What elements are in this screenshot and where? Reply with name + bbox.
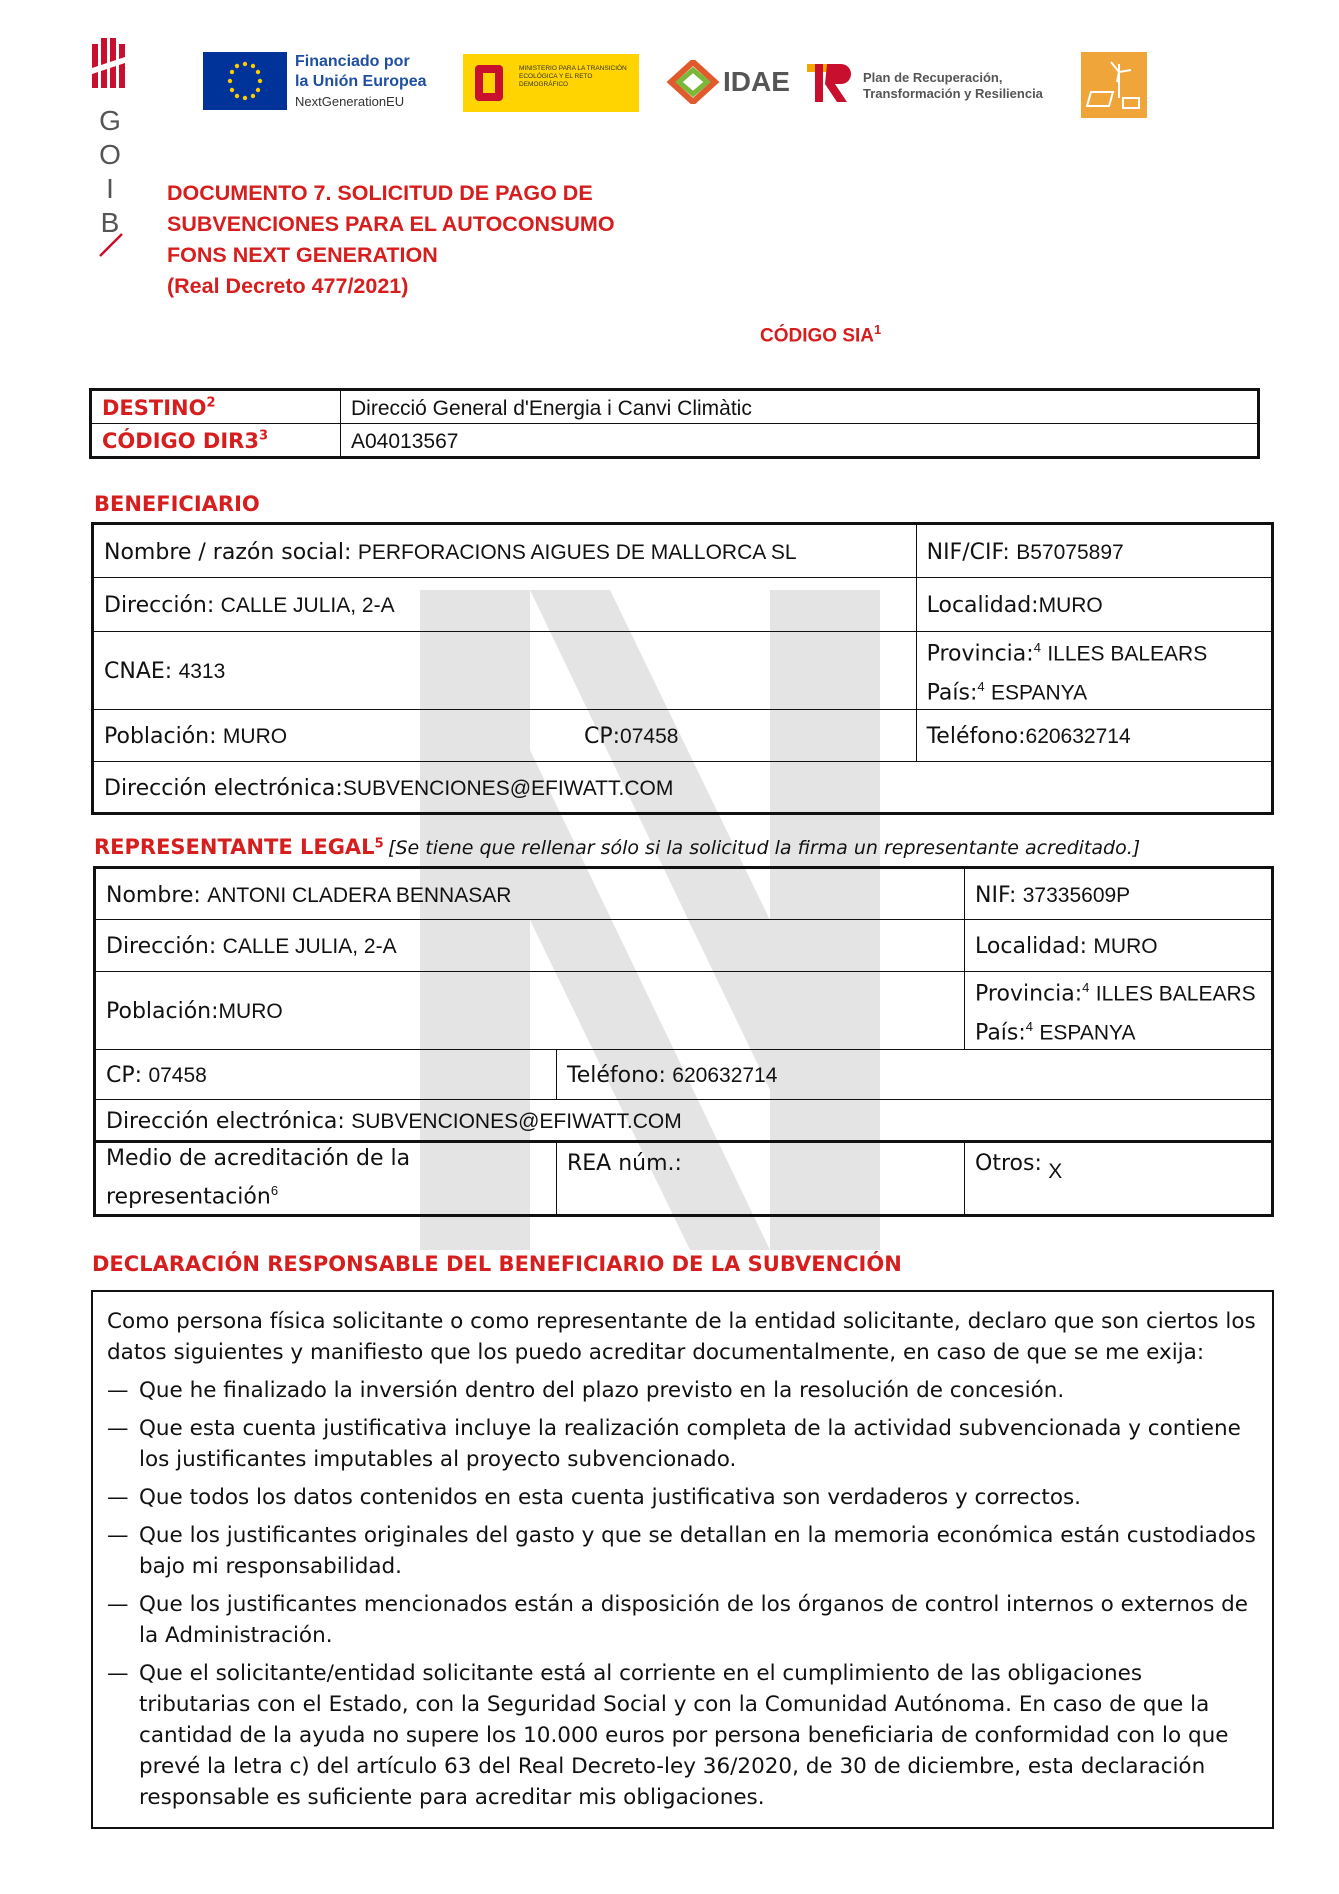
prtr-logo-line2: Transformación y Resiliencia (863, 86, 1043, 101)
beneficiario-cnae-value: 4313 (178, 660, 226, 684)
representante-medio-cell: Medio de acreditación de la representación$^6$ (95, 1142, 557, 1216)
declaracion-item: — Que he finalizado la inversión dentro del plazo previsto en la resolución de concesión. (107, 1378, 1065, 1403)
beneficiario-poblacion-value: MURO (222, 725, 288, 749)
representante-cp-value: 07458 (148, 1064, 207, 1088)
representante-poblacion-value: MURO (218, 1000, 283, 1024)
beneficiario-poblacion-cell: Población: MURO (93, 710, 575, 762)
beneficiario-pais-value: ESPANYA (990, 681, 1088, 705)
beneficiario-nif-cell: NIF/CIF: B57075897 (916, 524, 1272, 578)
representante-direccion-cell: Dirección: CALLE JULIA, 2-A (95, 920, 965, 972)
eu-logo (203, 52, 443, 112)
representante-nombre-value: ANTONI CLADERA BENNASAR (207, 883, 512, 907)
beneficiario-localidad-cell: Localidad:MURO (916, 578, 1272, 632)
representante-otros-value: X (1048, 1160, 1063, 1184)
beneficiario-nombre-value: PERFORACIONS AIGUES DE MALLORCA SL (357, 540, 797, 564)
beneficiario-telefono-value: 620632714 (1025, 725, 1131, 749)
spain-crest-icon (471, 61, 507, 105)
representante-email-value: SUBVENCIONES@EFIWATT.COM (351, 1109, 682, 1133)
beneficiario-cp-value: 07458 (620, 725, 679, 749)
representante-telefono-cell: Teléfono: 620632714 (557, 1050, 1273, 1100)
beneficiario-provincia-cell: Provincia:$^4$ ILLES BALEARS País:$^4$ ESPANYA (916, 632, 1272, 710)
prtr-mark-icon (805, 58, 855, 106)
beneficiario-email-value: SUBVENCIONES@EFIWATT.COM (342, 776, 674, 800)
declaracion-item: — Que los justificantes originales del gasto y que se detallan en la memoria económica están custodiados bajo mi responsabilidad. (107, 1523, 1256, 1579)
beneficiario-telefono-cell: Teléfono:620632714 (916, 710, 1272, 762)
declaracion-item: — Que esta cuenta justificativa incluye la realización completa de la actividad subvencionada y contiene los justificantes imputables al proyecto subvencionado. (107, 1416, 1241, 1472)
declaracion-box (91, 1290, 1274, 1829)
declaracion-section-title: DECLARACIÓN RESPONSABLE DEL BENEFICIARIO DE LA SUBVENCIÓN (92, 1252, 902, 1276)
document-title: DOCUMENTO 7. SOLICITUD DE PAGO DE SUBVENCIONES PARA EL AUTOCONSUMO FONS NEXT GENERATION (Real Decreto 477/2021) (167, 181, 615, 298)
destino-label: DESTINO$^2$ (91, 390, 341, 424)
representante-direccion-value: CALLE JULIA, 2-A (222, 935, 397, 958)
declaracion-item: — Que todos los datos contenidos en esta cuenta justificativa son verdaderos y correctos. (107, 1485, 1082, 1510)
destino-table (89, 388, 1260, 459)
dir3-label: CÓDIGO $DIR3^3$ (91, 424, 341, 458)
destino-value: Direcció General d'Energia i Canvi Climàtic (341, 390, 1259, 424)
declaracion-intro: Como persona física solicitante o como representante de la entidad solicitante, declaro que son ciertos los datos siguientes y manifiesto que los puedo acreditar documentalmente, en caso de que se me exija: (107, 1309, 1256, 1365)
eu-logo-line3: NextGenerationEU (295, 94, 405, 109)
goib-wordmark: G O I B (99, 105, 121, 238)
idae-logo (665, 58, 790, 110)
renewable-energy-icon (1081, 52, 1147, 118)
prtr-logo (805, 58, 1065, 108)
representante-rea-cell: REA núm.: (557, 1142, 965, 1216)
representante-cp-cell: CP: 07458 (95, 1050, 557, 1100)
eu-logo-line2: la Unión Europea (295, 73, 427, 90)
representante-section-title: REPRESENTANTE LEGAL$^5$ [Se tiene que rellenar sólo si la solicitud la firma un representante acreditado.] (94, 835, 1141, 859)
prtr-logo-line1: Plan de Recuperación, (863, 70, 1003, 85)
representante-nombre-cell: Nombre: ANTONI CLADERA BENNASAR (95, 868, 965, 920)
representante-email-cell: Dirección electrónica: SUBVENCIONES@EFIWATT.COM (95, 1100, 1273, 1142)
declaracion-item: — Que el solicitante/entidad solicitante está al corriente en el cumplimiento de las obligaciones tributarias con el Estado, con la Seguridad Social y con la Comunidad Autónoma. En caso de que la cantidad de la ayuda no supere los 10.000 euros por persona beneficiaria de conformidad con lo que prevé la letra c) del artículo 63 del Real Decreto-ley 36/2020, de 30 de diciembre, esta declaración responsable es suficiente para acreditar mis obligaciones. (107, 1661, 1229, 1810)
beneficiario-nombre-cell: Nombre / razón social: PERFORACIONS AIGUES DE MALLORCA SL (93, 524, 917, 578)
beneficiario-direccion-cell: Dirección: CALLE JULIA, 2-A (93, 578, 917, 632)
ministry-logo (463, 54, 639, 112)
goib-slash-icon (98, 232, 124, 258)
representante-nif-cell: NIF: 37335609P (965, 868, 1273, 920)
beneficiario-nif-value: B57075897 (1016, 540, 1124, 564)
representante-nif-value: 37335609P (1022, 883, 1131, 907)
representante-pais-value: ESPANYA (1039, 1021, 1136, 1045)
goib-logo-mark (92, 38, 128, 88)
representante-table (93, 866, 1274, 1217)
codigo-sia-label: CÓDIGO SIA$^1$ (760, 322, 882, 347)
representante-otros-cell: Otros: X (965, 1142, 1273, 1216)
beneficiario-email-cell: Dirección electrónica:SUBVENCIONES@EFIWATT.COM (93, 762, 1273, 814)
representante-note: [Se tiene que rellenar sólo si la solicitud la firma un representante acreditado.] (388, 837, 1141, 859)
beneficiario-localidad-value: MURO (1038, 594, 1103, 617)
idae-mark-icon (665, 60, 721, 104)
representante-provincia-value: ILLES BALEARS (1095, 982, 1256, 1006)
beneficiario-cnae-cell: CNAE: 4313 (93, 632, 917, 710)
dir3-value: A04013567 (341, 424, 1259, 458)
beneficiario-provincia-value: ILLES BALEARS (1047, 642, 1208, 666)
declaracion-item: — Que los justificantes mencionados están a disposición de los órganos de control internos o externos de la Administración. (107, 1592, 1249, 1648)
eu-logo-line1: Financiado por (295, 53, 410, 70)
beneficiario-cp-cell: CP:07458 (574, 710, 916, 762)
ministry-logo-text: MINISTERIO PARA LA TRANSICIÓN ECOLÓGICA Y EL RETO DEMOGRÁFICO (519, 65, 627, 88)
representante-provincia-cell: Provincia:$^4$ ILLES BALEARS País:$^4$ ESPANYA (965, 972, 1273, 1050)
representante-poblacion-cell: Población:MURO (95, 972, 965, 1050)
representante-localidad-value: MURO (1093, 935, 1158, 958)
representante-localidad-cell: Localidad: MURO (965, 920, 1273, 972)
eu-flag-icon (203, 52, 287, 110)
beneficiario-section-title: BENEFICIARIO (94, 492, 260, 516)
beneficiario-direccion-value: CALLE JULIA, 2-A (220, 594, 395, 617)
representante-telefono-value: 620632714 (672, 1064, 778, 1088)
idae-logo-text: IDAE (723, 66, 790, 97)
beneficiario-table (91, 522, 1274, 815)
